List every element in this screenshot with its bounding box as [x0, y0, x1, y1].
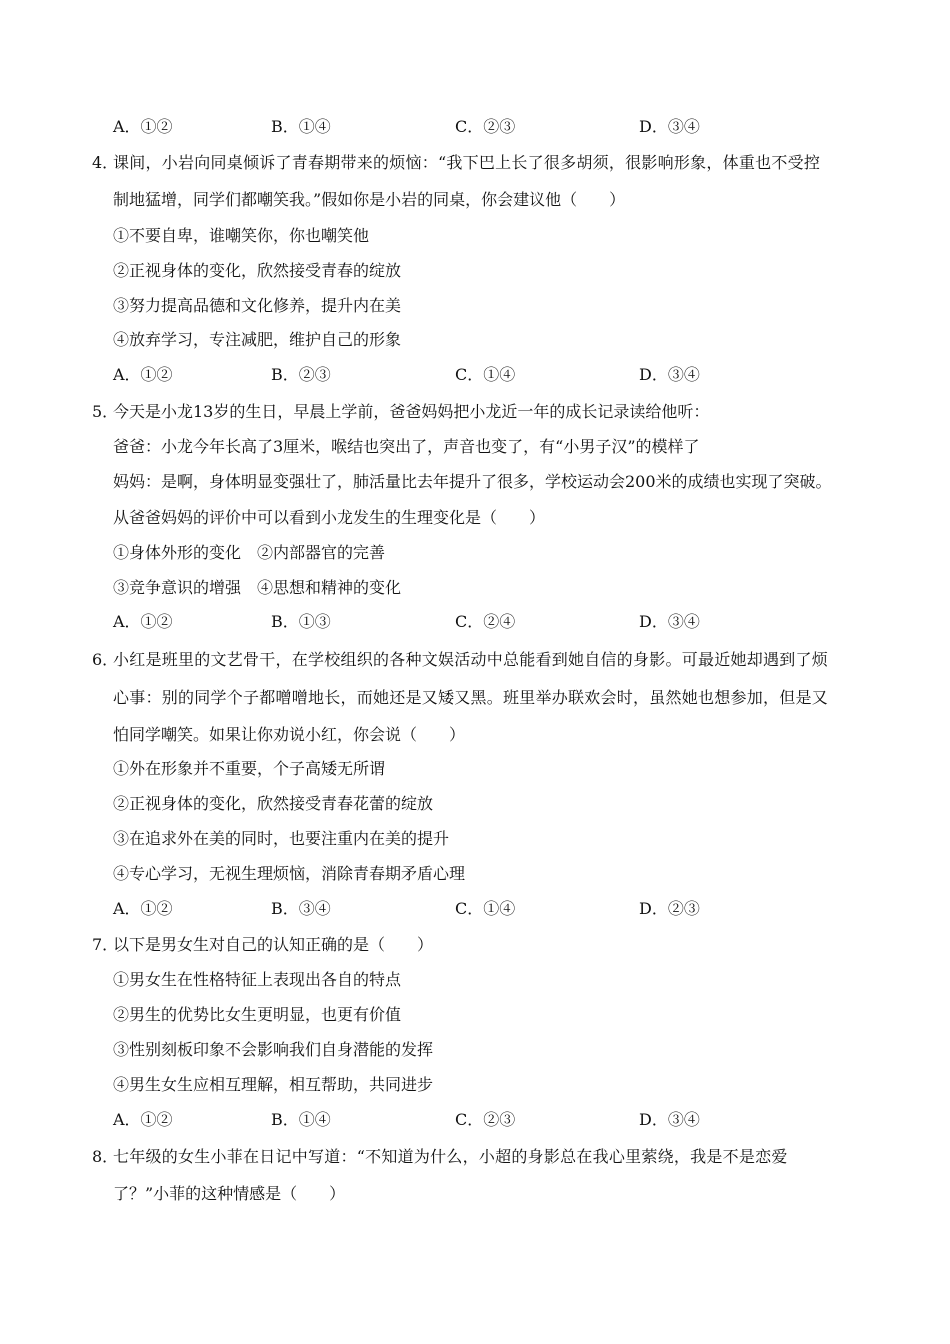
q7-option-b[interactable]: B．①④ — [271, 1110, 331, 1129]
question-number: 4． — [92, 153, 119, 172]
statement-item: ③竞争意识的增强 ④思想和精神的变化 — [113, 578, 402, 597]
q3-option-d[interactable]: D．③④ — [639, 117, 700, 136]
question-stem-line: 以下是男女生对自己的认知正确的是（ ） — [113, 935, 434, 954]
q3-option-b[interactable]: B．①④ — [271, 117, 331, 136]
q6-option-a[interactable]: A．①② — [113, 899, 173, 918]
q6-option-d[interactable]: D．②③ — [639, 899, 700, 918]
statement-item: ③努力提高品德和文化修养，提升内在美 — [113, 296, 402, 315]
q4-option-b[interactable]: B．②③ — [271, 365, 331, 384]
question-stem-line: 心事：别的同学个子都噌噌地长，而她还是又矮又黑。班里举办联欢会时，虽然她也想参加，但是又 — [113, 688, 829, 707]
q4-option-c[interactable]: C．①④ — [455, 365, 516, 384]
question-stem-line: 妈妈：是啊，身体明显变强壮了，肺活量比去年提升了很多，学校运动会200米的成绩也实现了突破。 — [113, 472, 832, 491]
statement-item: ④男生女生应相互理解，相互帮助，共同进步 — [113, 1075, 434, 1094]
q7-option-c[interactable]: C．②③ — [455, 1110, 516, 1129]
question-stem-line: 今天是小龙13岁的生日，早晨上学前，爸爸妈妈把小龙近一年的成长记录读给他听： — [113, 402, 710, 421]
q5-option-a[interactable]: A．①② — [113, 612, 173, 631]
statement-item: ①男女生在性格特征上表现出各自的特点 — [113, 970, 402, 989]
q6-option-b[interactable]: B．③④ — [271, 899, 331, 918]
question-stem-line: 课间，小岩向同桌倾诉了青春期带来的烦恼：“我下巴上长了很多胡须，很影响形象，体重也不受控 — [113, 153, 821, 172]
statement-item: ②男生的优势比女生更明显，也更有价值 — [113, 1005, 402, 1024]
q5-option-d[interactable]: D．③④ — [639, 612, 700, 631]
q7-option-a[interactable]: A．①② — [113, 1110, 173, 1129]
statement-item: ②正视身体的变化，欣然接受青春的绽放 — [113, 261, 402, 280]
question-stem-line: 七年级的女生小菲在日记中写道：“不知道为什么，小超的身影总在我心里萦绕，我是不是恋爱 — [113, 1147, 788, 1166]
q7-option-d[interactable]: D．③④ — [639, 1110, 700, 1129]
question-stem-line: 从爸爸妈妈的评价中可以看到小龙发生的生理变化是（ ） — [113, 508, 546, 527]
statement-item: ③在追求外在美的同时，也要注重内在美的提升 — [113, 829, 450, 848]
q4-option-d[interactable]: D．③④ — [639, 365, 700, 384]
statement-item: ④专心学习，无视生理烦恼，消除青春期矛盾心理 — [113, 864, 466, 883]
statement-item: ②正视身体的变化，欣然接受青春花蕾的绽放 — [113, 794, 434, 813]
q6-option-c[interactable]: C．①④ — [455, 899, 516, 918]
question-stem-line: 制地猛增，同学们都嘲笑我。”假如你是小岩的同桌，你会建议他（ ） — [113, 190, 626, 209]
question-number: 8． — [92, 1147, 119, 1166]
q4-option-a[interactable]: A．①② — [113, 365, 173, 384]
q5-option-b[interactable]: B．①③ — [271, 612, 331, 631]
question-number: 6． — [92, 650, 119, 669]
question-number: 7． — [92, 935, 119, 954]
statement-item: ①不要自卑，谁嘲笑你，你也嘲笑他 — [113, 226, 370, 245]
question-number: 5． — [92, 402, 119, 421]
q3-option-a[interactable]: A．①② — [113, 117, 173, 136]
q3-option-c[interactable]: C．②③ — [455, 117, 516, 136]
q5-option-c[interactable]: C．②④ — [455, 612, 516, 631]
question-stem-line: 了？”小菲的这种情感是（ ） — [113, 1184, 346, 1203]
question-stem-line: 爸爸：小龙今年长高了3厘米，喉结也突出了，声音也变了，有“小男子汉”的模样了 — [113, 437, 700, 456]
question-stem-line: 怕同学嘲笑。如果让你劝说小红，你会说（ ） — [113, 725, 466, 744]
statement-item: ①外在形象并不重要，个子高矮无所谓 — [113, 759, 386, 778]
statement-item: ①身体外形的变化 ②内部器官的完善 — [113, 543, 386, 562]
statement-item: ④放弃学习，专注减肥，维护自己的形象 — [113, 330, 402, 349]
statement-item: ③性别刻板印象不会影响我们自身潜能的发挥 — [113, 1040, 434, 1059]
question-stem-line: 小红是班里的文艺骨干，在学校组织的各种文娱活动中总能看到她自信的身影。可最近她却遇到了烦 — [113, 650, 829, 669]
